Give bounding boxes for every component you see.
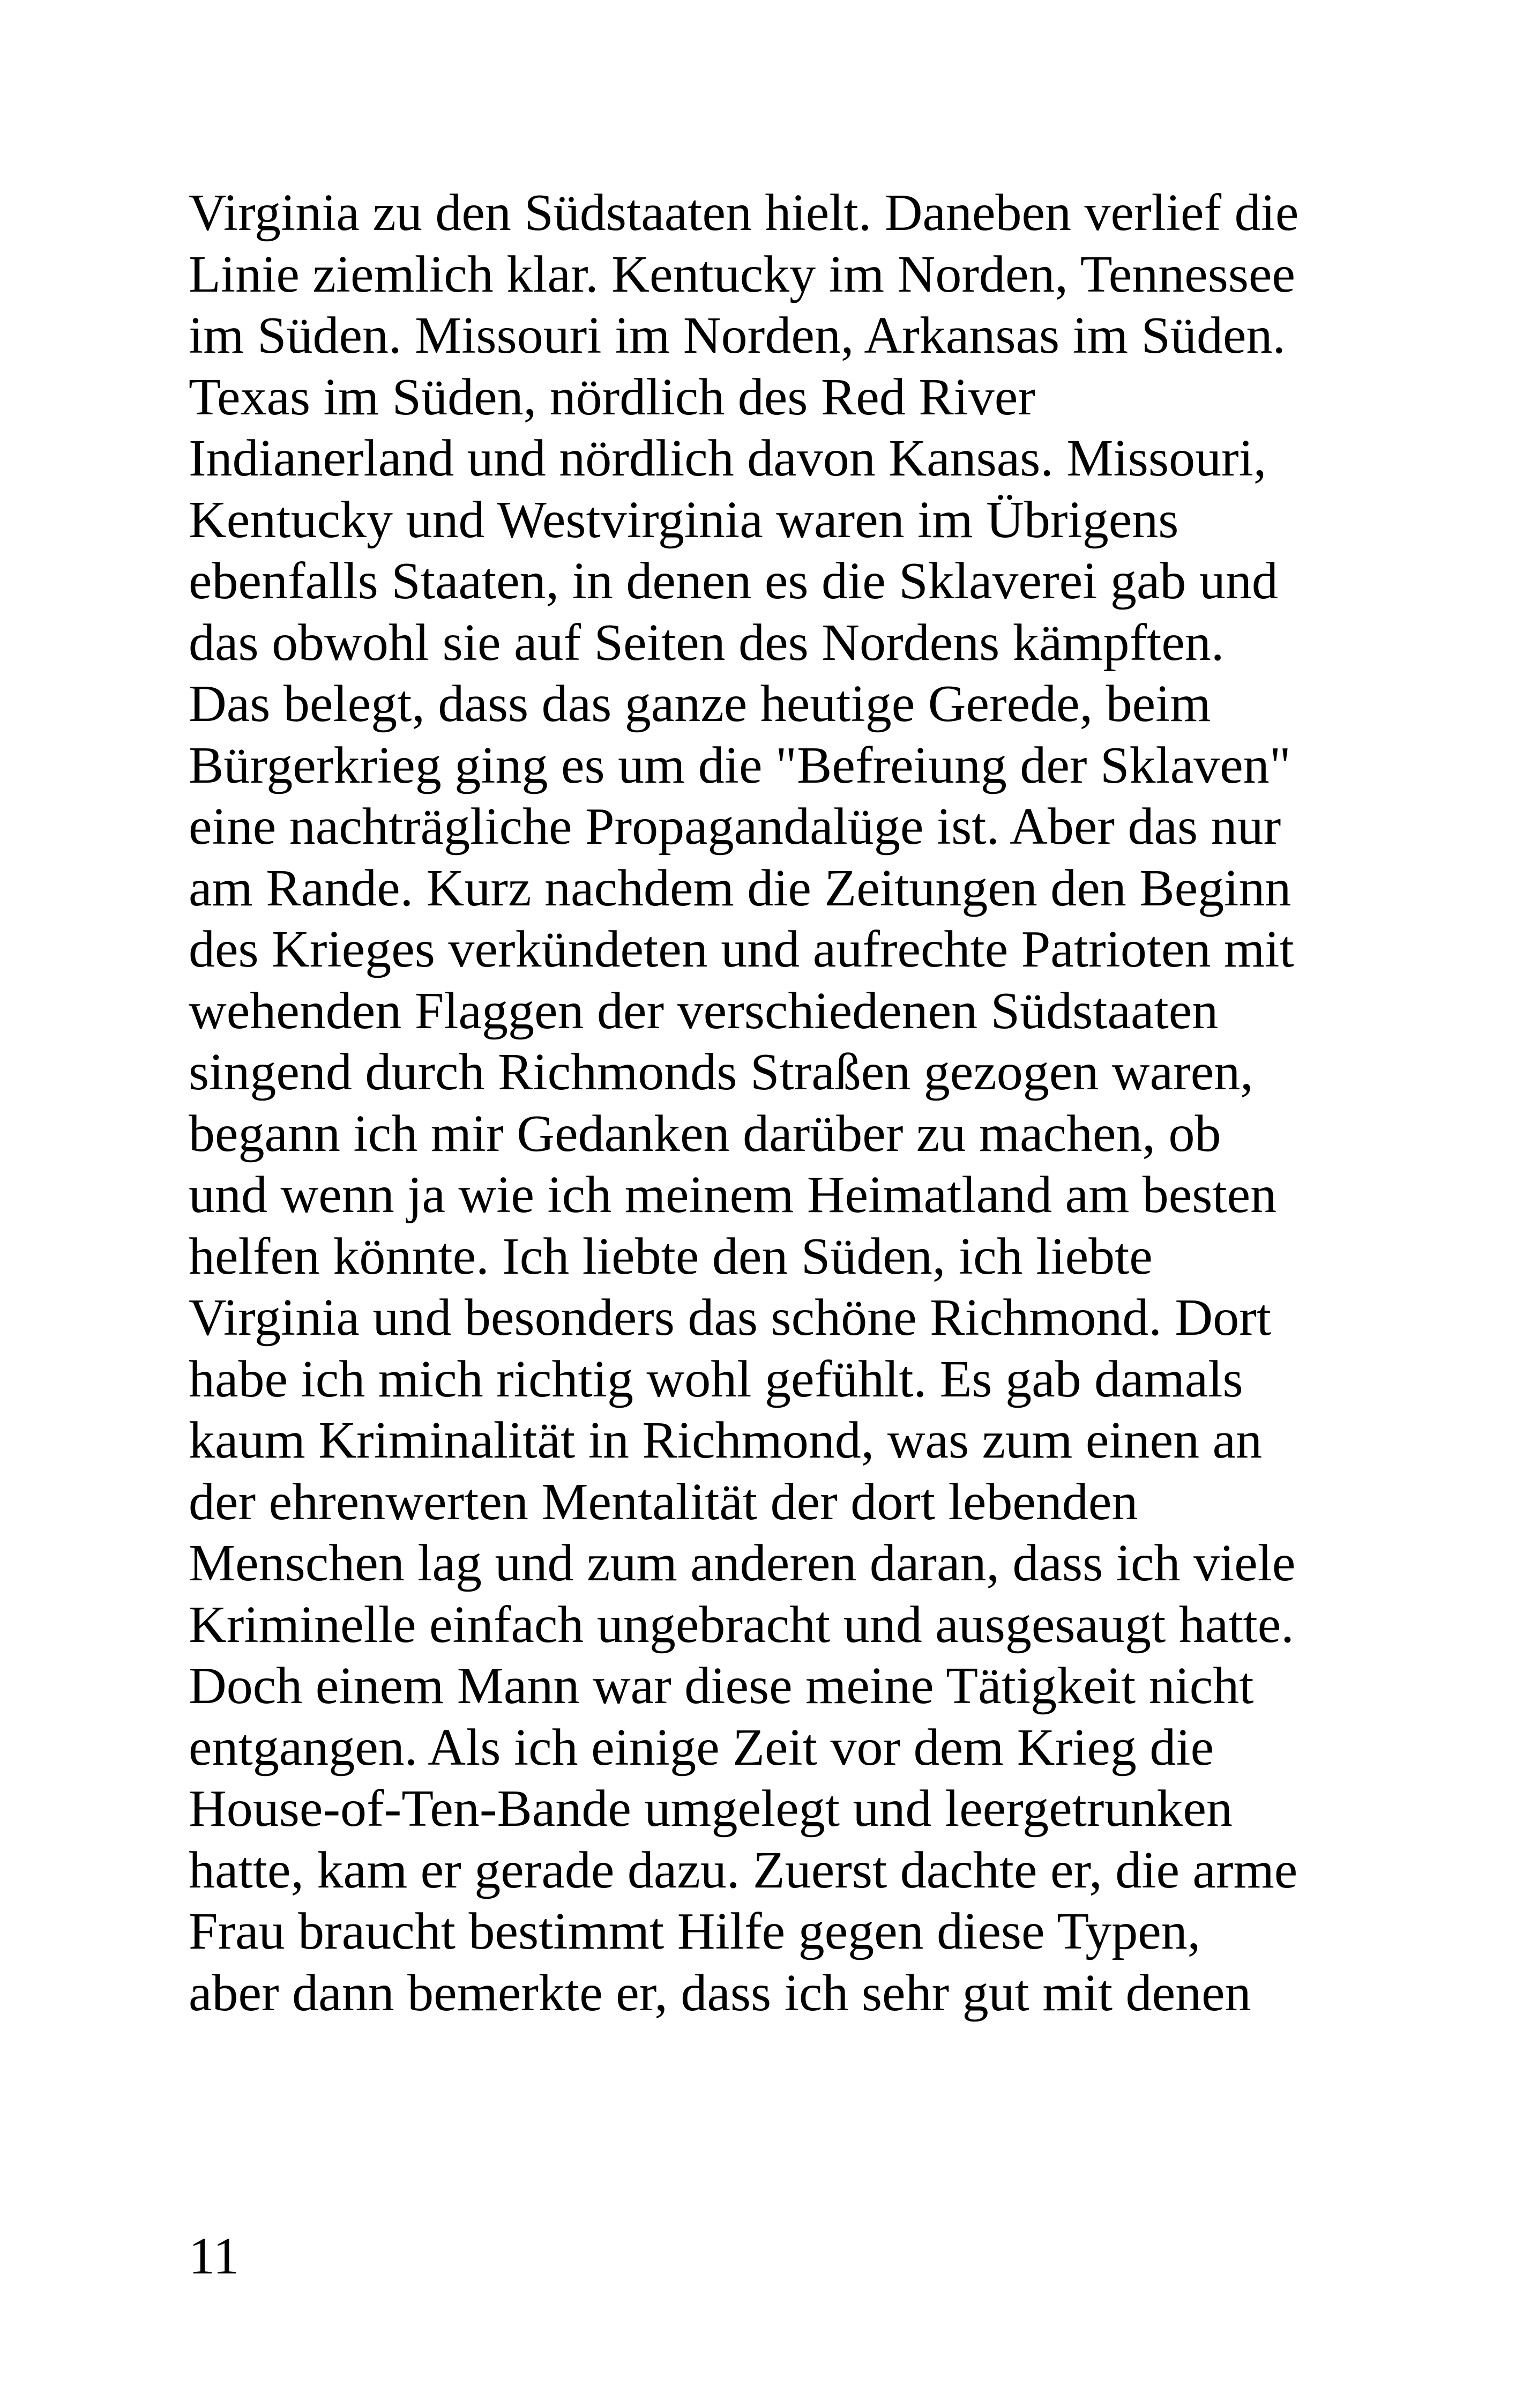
text-line: helfen könnte. Ich liebte den Süden, ich liebte xyxy=(189,1227,1153,1285)
text-line: entgangen. Als ich einige Zeit vor dem Krieg die xyxy=(189,1718,1214,1777)
text-line: Virginia zu den Südstaaten hielt. Daneben verlief die xyxy=(189,184,1299,242)
text-line: House-of-Ten-Bande umgelegt und leergetrunken xyxy=(189,1780,1233,1838)
text-line: habe ich mich richtig wohl gefühlt. Es gab damals xyxy=(189,1350,1243,1408)
text-line: wehenden Flaggen der verschiedenen Südstaaten xyxy=(189,982,1219,1040)
text-line: das obwohl sie auf Seiten des Nordens kämpften. xyxy=(189,613,1225,672)
text-line: aber dann bemerkte er, dass ich sehr gut mit denen xyxy=(189,1964,1251,2022)
text-line: des Krieges verkündeten und aufrechte Patrioten mit xyxy=(189,920,1294,978)
text-line: singend durch Richmonds Straßen gezogen waren, xyxy=(189,1043,1253,1101)
text-line: Indianerland und nördlich davon Kansas. Missouri, xyxy=(189,429,1267,487)
text-line: Menschen lag und zum anderen daran, dass ich viele xyxy=(189,1534,1296,1592)
text-line: der ehrenwerten Mentalität der dort lebenden xyxy=(189,1473,1138,1531)
text-line: und wenn ja wie ich meinem Heimatland am besten xyxy=(189,1166,1277,1224)
page-number: 11 xyxy=(189,2227,240,2285)
text-line: hatte, kam er gerade dazu. Zuerst dachte er, die arme xyxy=(189,1841,1298,1899)
text-line: am Rande. Kurz nachdem die Zeitungen den Beginn xyxy=(189,859,1291,917)
body-text xyxy=(189,182,1368,2024)
text-line: eine nachträgliche Propagandalüge ist. Aber das nur xyxy=(189,798,1281,856)
text-line: Kriminelle einfach ungebracht und ausgesaugt hatte. xyxy=(189,1595,1294,1654)
text-line: Kentucky und Westvirginia waren im Übrigens xyxy=(189,490,1179,549)
text-line: Texas im Süden, nördlich des Red River xyxy=(189,368,1035,426)
text-line: kaum Kriminalität in Richmond, was zum einen an xyxy=(189,1411,1263,1469)
text-line: ebenfalls Staaten, in denen es die Sklaverei gab und xyxy=(189,552,1278,610)
text-line: im Süden. Missouri im Norden, Arkansas im Süden. xyxy=(189,307,1286,365)
text-line: Frau braucht bestimmt Hilfe gegen diese Typen, xyxy=(189,1902,1201,1960)
text-line: Virginia und besonders das schöne Richmond. Dort xyxy=(189,1289,1272,1347)
text-line: Bürgerkrieg ging es um die "Befreiung der Sklaven" xyxy=(189,736,1291,794)
text-line: Das belegt, dass das ganze heutige Gerede, beim xyxy=(189,675,1211,733)
text-line: begann ich mir Gedanken darüber zu machen, ob xyxy=(189,1104,1221,1163)
text-line: Linie ziemlich klar. Kentucky im Norden, Tennessee xyxy=(189,245,1296,303)
text-line: Doch einem Mann war diese meine Tätigkeit nicht xyxy=(189,1657,1254,1715)
